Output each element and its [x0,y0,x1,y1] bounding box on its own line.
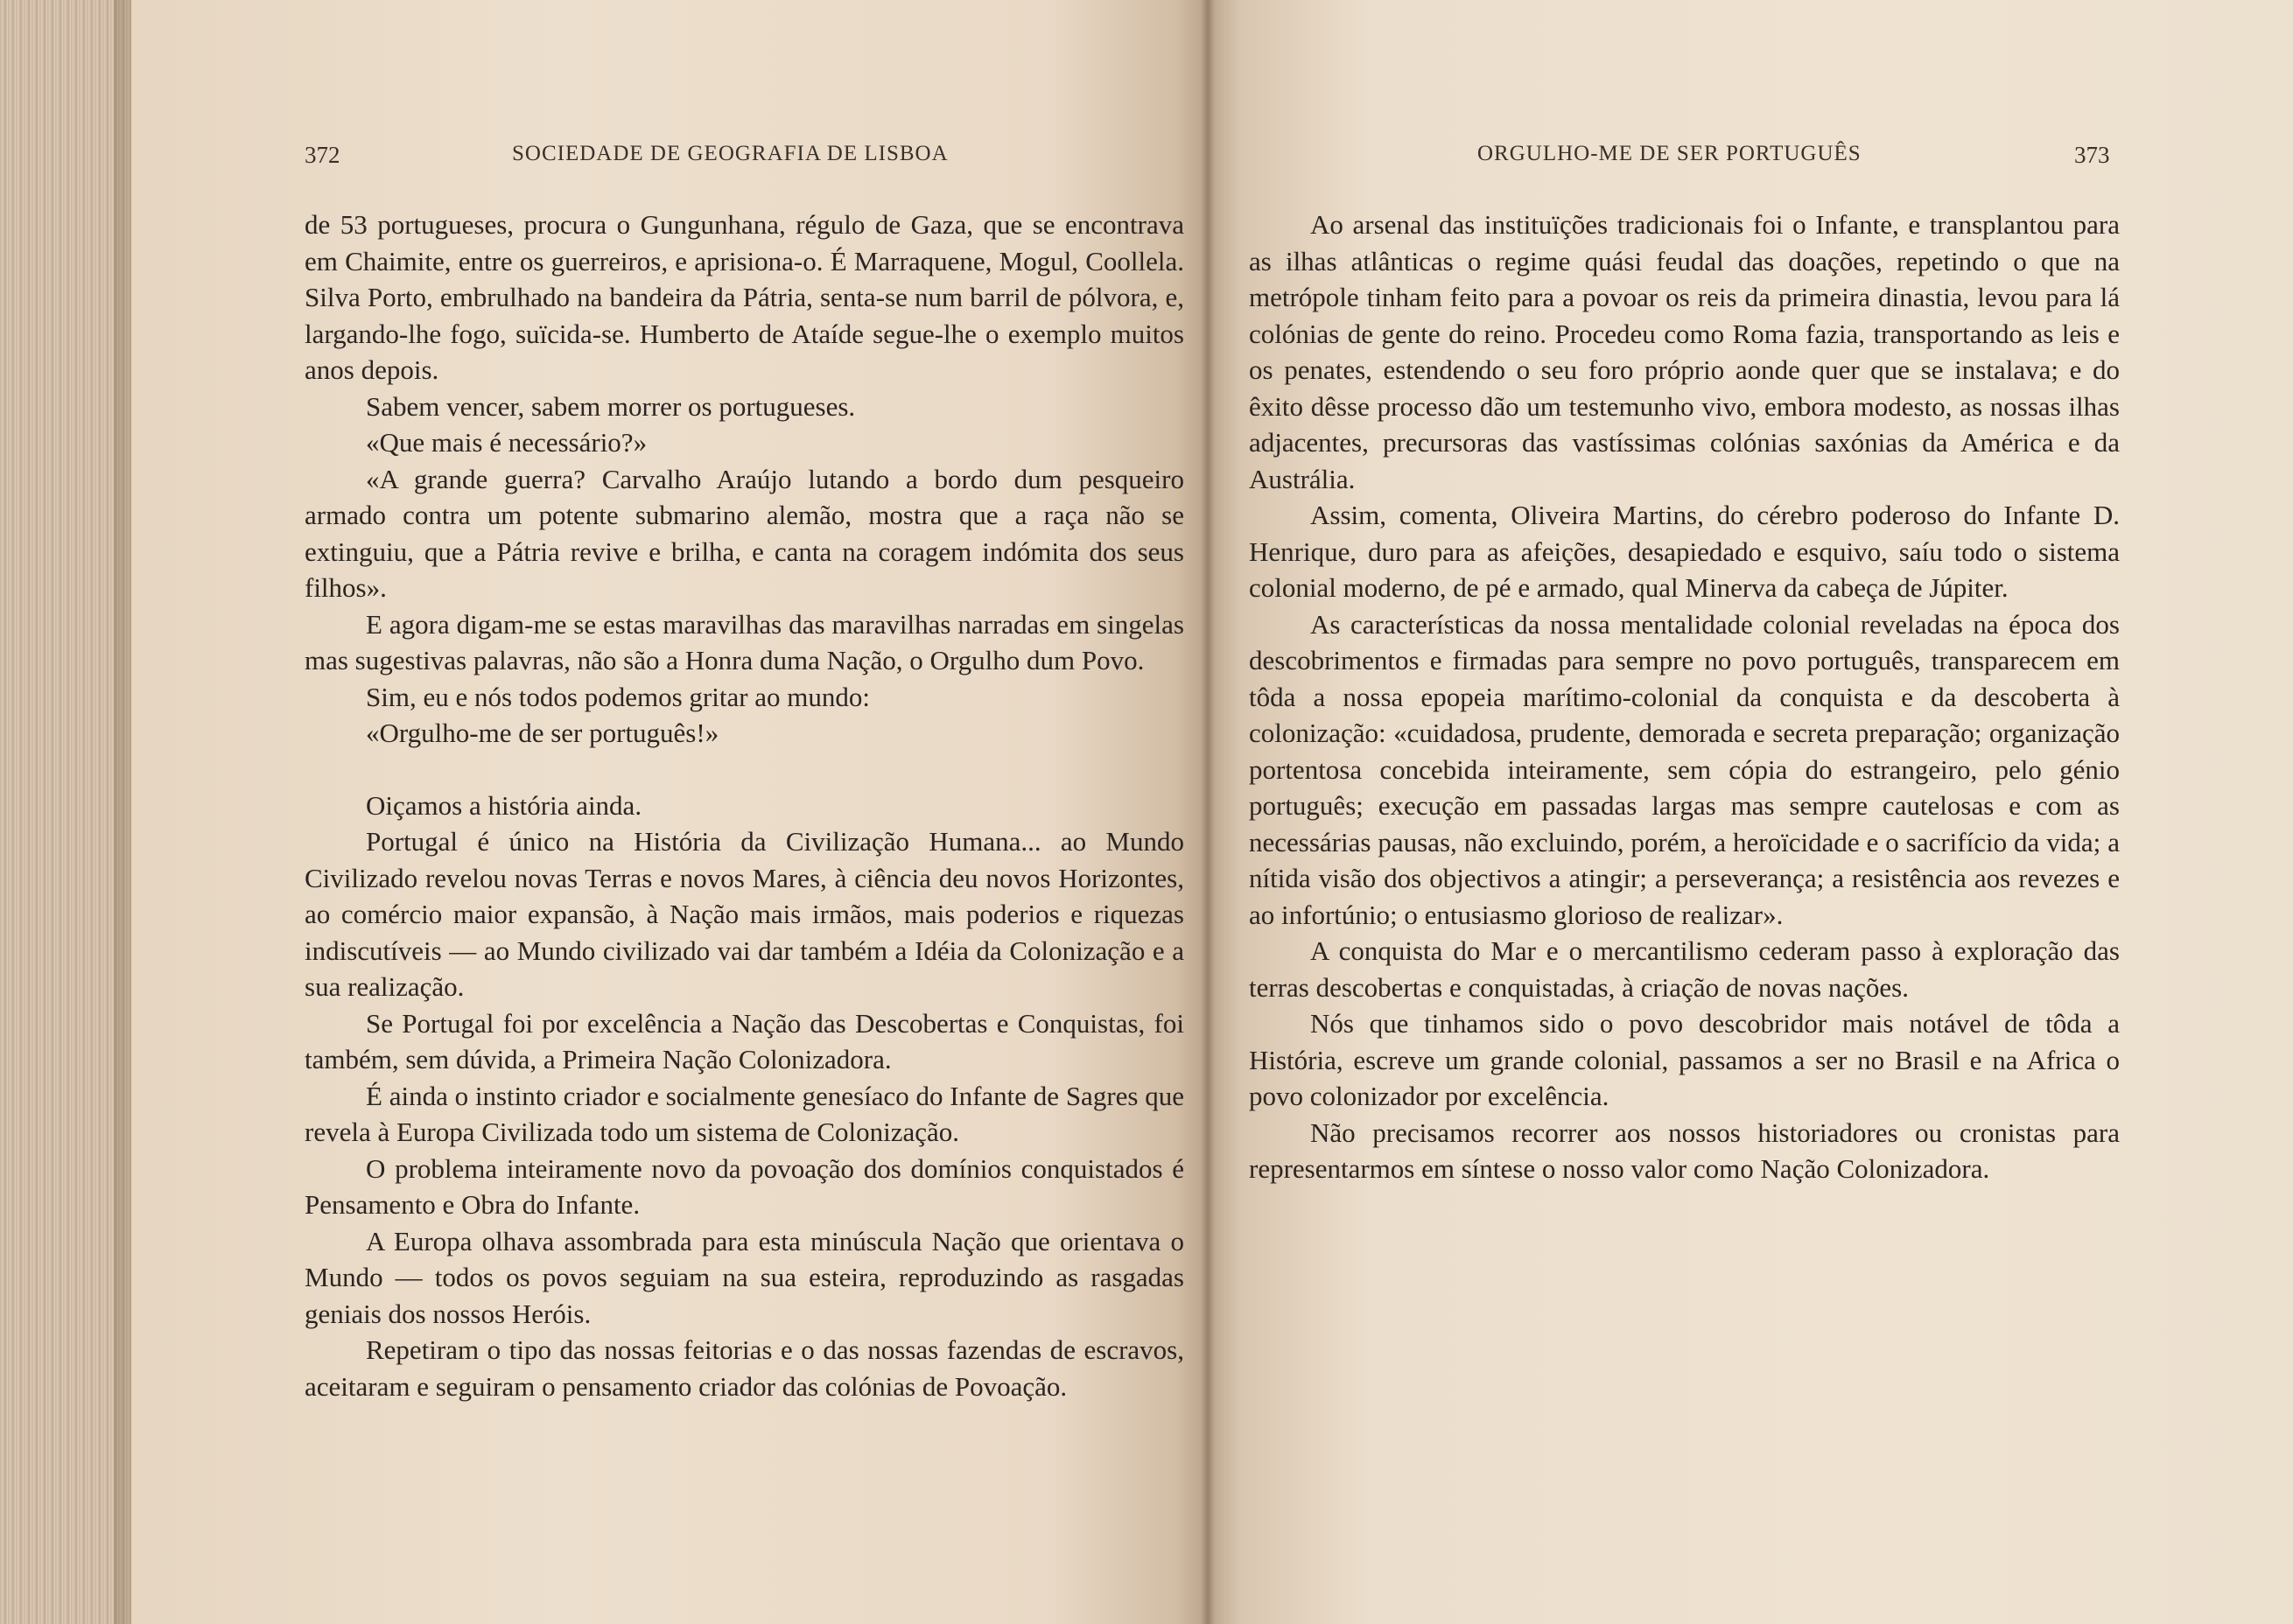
book-gutter [1201,0,1215,1624]
right-page-number: 373 [2074,142,2110,168]
paragraph: de 53 portugueses, procura o Gungunhana, régulo de Gaza, que se encontrava em Chaimite, entre os guerreiros, e aprisiona-o. É Marraquene, Mogul, Coollela. Silva Porto, embrulhado na bandeira da Pátria, senta-se num barril de pólvora, e, largando-lhe fogo, suïcida-se. Humberto de Ataíde segue-lhe o exemplo muitos anos depois. [305,209,1184,385]
paragraph: As características da nossa mentalidade colonial reveladas na época dos descobrimentos e firmadas para sempre no povo português, transparecem em tôda a nossa epopeia marítimo-colonial da conquista e da descoberta à colonização: «cuidadosa, prudente, demorada e secreta preparação; organização portentosa concebida inteiramente, sem cópia do estrangeiro, pelo génio português; execução em passadas largas mas sempre cautelosas e com as necessárias pausas, não excluindo, porém, a heroïcidade e o sacrifício da vida; a nítida visão dos objectivos a atingir; a perseverança; a resistência aos revezes e ao infortúnio; o entusiasmo glorioso de realizar». [1249,608,2120,930]
left-page-text [305,206,1184,1404]
left-running-head: SOCIEDADE DE GEOGRAFIA DE LISBOA [512,142,949,165]
paragraph: «Orgulho-me de ser português!» [366,718,719,748]
paragraph: Ao arsenal das instituïções tradicionais foi o Infante, e transplantou para as ilhas atlânticas o regime quási feudal das doações, repetindo o que na metrópole tinham feito para a povoar os reis da primeira dinastia, levou para lá colónias de gente do reino. Procedeu como Roma fazia, transportando as leis e os penates, estendendo o seu foro próprio aonde quer que se instalava; e do êxito dêsse processo dão um testemunho vivo, embora modesto, as nossas ilhas adjacentes, precursoras das vastíssimas colónias saxónias da América e da Austrália. [1249,209,2120,494]
paragraph: Se Portugal foi por excelência a Nação das Descobertas e Conquistas, foi também, sem dúvida, a Primeira Nação Colonizadora. [305,1007,1184,1074]
paragraph: A conquista do Mar e o mercantilismo cederam passo à exploração das terras descobertas e conquistadas, à criação de novas nações. [1249,935,2120,1003]
paragraph: Oiçamos a história ainda. [366,789,642,821]
paragraph: É ainda o instinto criador e socialmente genesíaco do Infante de Sagres que revela à Europa Civilizada todo um sistema de Colonização. [305,1080,1184,1147]
paragraph: Portugal é único na História da Civilização Humana... ao Mundo Civilizado revelou novas Terras e novos Mares, à ciência deu novos Horizontes, ao comércio maior expansão, à Nação mais irmãos, mais poderios e riquezas indiscutíveis — ao Mundo civilizado vai dar também a Idéia da Colonização e a sua realização. [305,826,1184,1002]
paragraph: Não precisamos recorrer aos nossos historiadores ou cronistas para representarmos em síntese o nosso valor como Nação Colonizadora. [1249,1116,2120,1184]
paragraph: «Que mais é necessário?» [366,427,648,458]
paragraph: Repetiram o tipo das nossas feitorias e o das nossas fazendas de escravos, aceitaram e seguiram o pensamento criador das colónias de Povoação. [305,1334,1184,1402]
right-running-head: ORGULHO-ME DE SER PORTUGUÊS [1477,142,1862,165]
paragraph: O problema inteiramente novo da povoação dos domínios conquistados é Pensamento e Obra do Infante. [305,1152,1184,1220]
left-page-number: 372 [305,142,340,168]
paragraph: «A grande guerra? Carvalho Araújo lutando a bordo dum pesqueiro armado contra um potente submarino alemão, mostra que a raça não se extinguiu, que a Pátria revive e brilha, e canta na coragem indómita dos seus filhos». [305,463,1184,603]
paragraph: Nós que tinhamos sido o povo descobridor mais notável de tôda a História, escreve um grande colonial, passamos a ser no Brasil e na Africa o povo colonizador por excelência. [1249,1008,2120,1111]
page-edges [0,0,131,1624]
paragraph: Sim, eu e nós todos podemos gritar ao mundo: [366,681,871,712]
paragraph: Sabem vencer, sabem morrer os portugueses. [366,390,856,422]
paragraph: E agora digam-me se estas maravilhas das maravilhas narradas em singelas mas sugestivas palavras, não são a Honra duma Nação, o Orgulho dum Povo. [305,608,1184,676]
right-page-text [1249,206,2120,1187]
paragraph: A Europa olhava assombrada para esta minúscula Nação que orientava o Mundo — todos os povos seguiam na sua esteira, reproduzindo as rasgadas geniais dos nossos Heróis. [305,1225,1184,1329]
paragraph: Assim, comenta, Oliveira Martins, do cérebro poderoso do Infante D. Henrique, duro para as afeições, desapiedado e esquivo, saíu todo o sistema colonial moderno, de pé e armado, qual Minerva da cabeça de Júpiter. [1249,500,2120,603]
